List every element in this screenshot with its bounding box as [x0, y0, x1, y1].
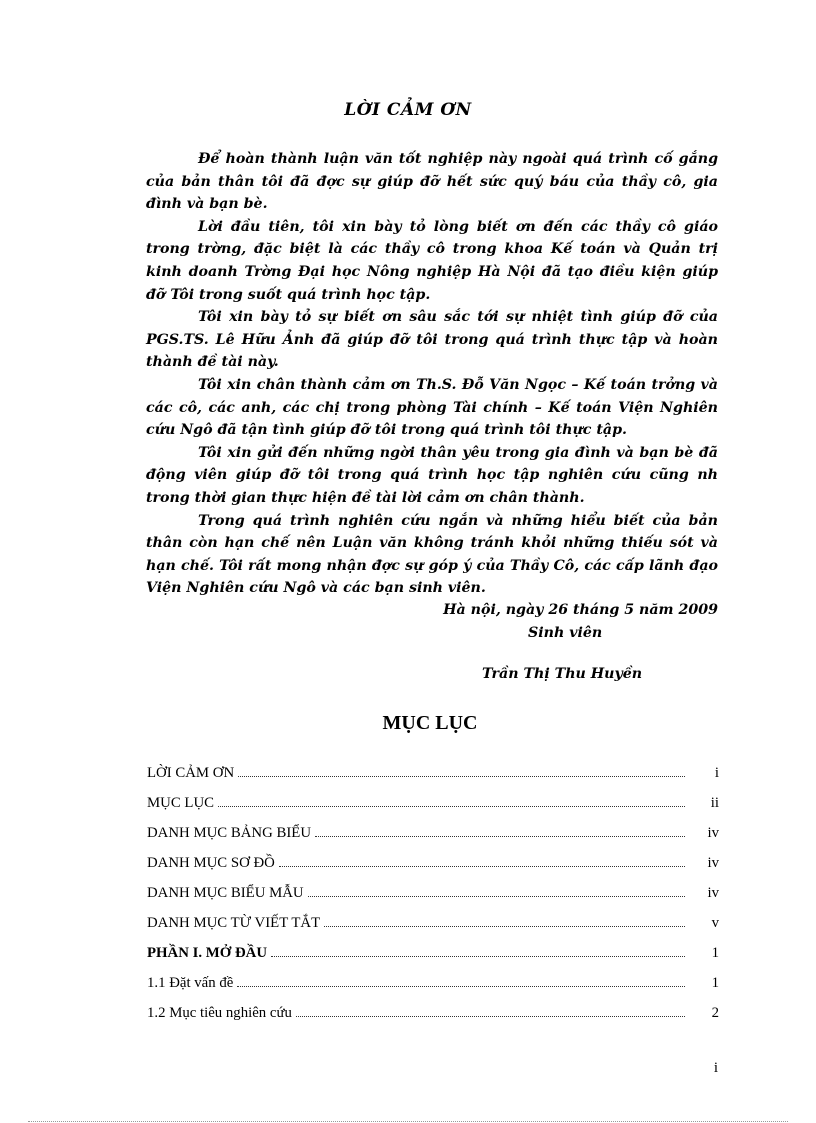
toc-leader-dots [324, 926, 685, 927]
acknowledgement-body [146, 148, 718, 600]
toc-entry-page: iv [707, 885, 719, 901]
toc-entry-label: DANH MỤC TỪ VIẾT TẮT [147, 915, 321, 931]
toc-leader-dots [238, 776, 685, 777]
toc-entry[interactable] [147, 970, 719, 992]
toc-entry[interactable] [147, 940, 719, 962]
toc-entry-page: 1 [711, 975, 719, 991]
toc-entry-label: DANH MỤC SƠ ĐỒ [147, 855, 275, 871]
toc-entry-label: DANH MỤC BIỂU MẪU [147, 885, 304, 901]
toc-entry-page: iv [707, 825, 719, 841]
toc-entry[interactable] [147, 760, 719, 782]
toc-entry-label: 1.1 Đặt vấn đề [147, 975, 234, 991]
toc-entry-label: MỤC LỤC [147, 795, 215, 811]
acknowledgement-title: LỜI CẢM ƠN [344, 100, 472, 120]
toc-entry-page: 2 [711, 1005, 719, 1021]
acknowledgement-paragraph: Tôi xin gửi đến những ngời thân yêu trong gia đình và bạn bè đã động viên giúp đỡ tôi trong quá trình học tập nghiên cứu cũng nh trong thời gian thực hiện đề tài lời cảm ơn chân thành. [146, 444, 718, 506]
toc-entry-page: 1 [711, 945, 719, 961]
toc-entry-page: ii [710, 795, 719, 811]
toc-entry[interactable] [147, 820, 719, 842]
toc-entry[interactable] [147, 850, 719, 872]
toc-entry-label: DANH MỤC BẢNG BIỂU [147, 825, 312, 841]
toc-leader-dots [237, 986, 685, 987]
acknowledgement-paragraph: Lời đầu tiên, tôi xin bày tỏ lòng biết ơn đến các thầy cô giáo trong trờng, đặc biệt là các thầy cô trong khoa Kế toán và Quản trị kinh doanh Trờng Đại học Nông nghiệp Hà Nội đã tạo điều kiện giúp đỡ Tôi trong suốt quá trình học tập. [146, 218, 718, 303]
toc-entry[interactable] [147, 1000, 719, 1022]
acknowledgement-paragraph: Trong quá trình nghiên cứu ngắn và những hiểu biết của bản thân còn hạn chế nên Luận văn không tránh khỏi những thiếu sót và hạn chế. Tôi rất mong nhận đợc sự góp ý của Thầy Cô, các cấp lãnh đạo Viện Nghiên cứu Ngô và các bạn sinh viên. [146, 512, 718, 597]
signature-role: Sinh viên [528, 625, 603, 641]
acknowledgement-paragraph: Tôi xin bày tỏ sự biết ơn sâu sắc tới sự nhiệt tình giúp đỡ của PGS.TS. Lê Hữu Ảnh đã giúp đỡ tôi trong quá trình thực tập và hoàn thành đề tài này. [146, 309, 718, 371]
toc-entry-page: i [714, 765, 719, 781]
toc-title: MỤC LỤC [382, 712, 478, 734]
toc-leader-dots [296, 1016, 685, 1017]
toc-leader-dots [271, 956, 685, 957]
toc-entry-label: PHẦN I. MỞ ĐẦU [147, 945, 268, 961]
acknowledgement-paragraph: Tôi xin chân thành cảm ơn Th.S. Đỗ Văn Ngọc – Kế toán trởng và các cô, các anh, các chị trong phòng Tài chính – Kế toán Viện Nghiên cứu Ngô đã tận tình giúp đỡ tôi trong quá trình tôi thực tập. [146, 376, 718, 439]
toc-leader-dots [279, 866, 685, 867]
signature-author: Trần Thị Thu Huyền [482, 666, 643, 682]
toc-entry[interactable] [147, 880, 719, 902]
toc-entry-page: v [711, 915, 719, 931]
acknowledgement-paragraph: Để hoàn thành luận văn tốt nghiệp này ngoài quá trình cố gắng của bản thân tôi đã đợc sự giúp đỡ hết sức quý báu của thầy cô, gia đình và bạn bè. [146, 151, 718, 213]
toc-leader-dots [218, 806, 685, 807]
toc-entry[interactable] [147, 790, 719, 812]
toc-leader-dots [315, 836, 685, 837]
signature-date: Hà nội, ngày 26 tháng 5 năm 2009 [443, 602, 718, 618]
toc-entry-label: LỜI CẢM ƠN [147, 765, 235, 781]
toc-entry-page: iv [707, 855, 719, 871]
toc-leader-dots [308, 896, 685, 897]
page-number: i [713, 1060, 718, 1076]
toc-entry[interactable] [147, 910, 719, 932]
toc-entry-label: 1.2 Mục tiêu nghiên cứu [147, 1005, 292, 1021]
page-bottom-dotted-border [28, 1121, 788, 1122]
